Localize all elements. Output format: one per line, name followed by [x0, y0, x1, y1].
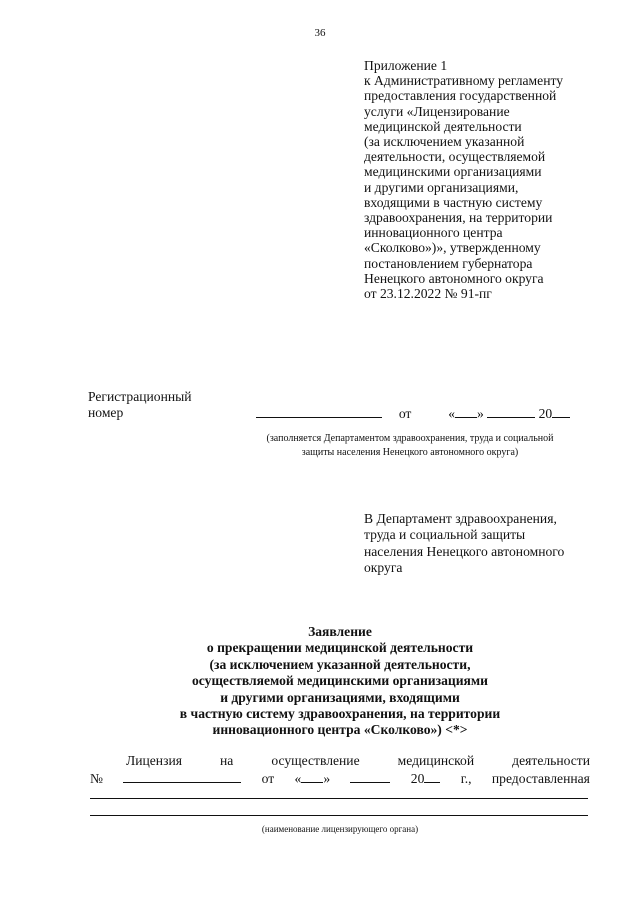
recipient-block — [364, 511, 604, 577]
registration-year-field[interactable] — [552, 405, 570, 418]
license-year-suffix: г., — [460, 771, 472, 786]
body-word: осуществление — [271, 753, 360, 768]
licensing-authority-line-2[interactable] — [90, 815, 588, 816]
title-line: о прекращении медицинской деятельности — [206, 640, 474, 656]
license-provided-word: предоставленная — [491, 771, 590, 786]
document-title — [90, 624, 590, 739]
appendix-header — [364, 58, 634, 301]
license-number-sign: № — [90, 771, 103, 786]
appendix-line: предоставления государственной — [364, 88, 557, 104]
registration-from-label: от — [398, 406, 412, 421]
body-word: деятельности — [512, 753, 590, 768]
appendix-line: Ненецкого автономного округа — [364, 270, 544, 286]
registration-label-line2: номер — [88, 405, 124, 420]
registration-fields — [256, 405, 570, 422]
registration-label — [88, 389, 192, 421]
appendix-line: медицинской деятельности — [364, 118, 522, 134]
appendix-line: услуги «Лицензирование — [364, 103, 510, 119]
license-year-field[interactable] — [424, 770, 440, 783]
licensing-authority-line-1[interactable] — [90, 798, 588, 799]
registration-label-line1: Регистрационный — [88, 389, 192, 404]
registration-note — [240, 432, 580, 460]
appendix-line: Приложение 1 — [364, 58, 448, 73]
appendix-line: постановлением губернатора — [364, 255, 533, 271]
title-line: в частную систему здравоохранения, на территории — [179, 706, 501, 722]
body-word: Лицензия — [126, 753, 182, 768]
appendix-line: медицинскими организациями — [364, 164, 542, 180]
registration-note-line2: защиты населения Ненецкого автономного округа) — [301, 447, 519, 458]
recipient-line: населения Ненецкого автономного — [364, 543, 565, 559]
license-from-label: от — [261, 771, 275, 786]
license-day-field[interactable] — [301, 770, 323, 783]
license-year-prefix: 20 — [410, 771, 425, 786]
appendix-line: здравоохранения, на территории — [364, 210, 553, 226]
appendix-line: к Административному регламенту — [364, 73, 564, 89]
appendix-line: и другими организациями, — [364, 179, 519, 195]
license-month-field[interactable] — [350, 770, 390, 783]
body-row-1 — [90, 753, 590, 769]
registration-close-quote: » — [476, 406, 484, 421]
appendix-line: инновационного центра — [364, 225, 503, 241]
appendix-line: деятельности, осуществляемой — [364, 149, 546, 165]
body-word: медицинской — [397, 753, 475, 768]
appendix-line: «Сколково»)», утвержденному — [364, 240, 541, 256]
licensing-authority-note: (наименование лицензирующего органа) — [261, 824, 419, 834]
registration-day-field[interactable] — [455, 405, 477, 418]
license-open-quote: « — [294, 771, 302, 786]
page-number: 36 — [314, 27, 326, 39]
registration-note-line1: (заполняется Департаментом здравоохранения, труда и социальной — [266, 433, 554, 444]
registration-open-quote: « — [448, 406, 455, 421]
recipient-line: округа — [364, 560, 403, 576]
title-line: (за исключением указанной деятельности, — [209, 656, 471, 672]
appendix-line: входящими в частную систему — [364, 194, 543, 210]
recipient-line: В Департамент здравоохранения, — [364, 511, 557, 526]
registration-number-field[interactable] — [256, 405, 382, 418]
appendix-line: от 23.12.2022 № 91-пг — [364, 286, 492, 302]
body-row-2 — [90, 770, 590, 787]
body-word: на — [220, 753, 234, 768]
title-line: осуществляемой медицинскими организациями — [192, 673, 488, 689]
appendix-line: (за исключением указанной — [364, 134, 525, 150]
title-line: и другими организациями, входящими — [220, 689, 460, 705]
title-line: Заявление — [308, 624, 372, 639]
title-line: инновационного центра «Сколково») <*> — [212, 722, 468, 738]
license-close-quote: » — [323, 771, 331, 786]
registration-month-field[interactable] — [487, 405, 535, 418]
recipient-line: труда и социальной защиты — [364, 527, 526, 543]
license-number-field[interactable] — [123, 770, 241, 783]
registration-year-prefix: 20 — [538, 406, 553, 421]
